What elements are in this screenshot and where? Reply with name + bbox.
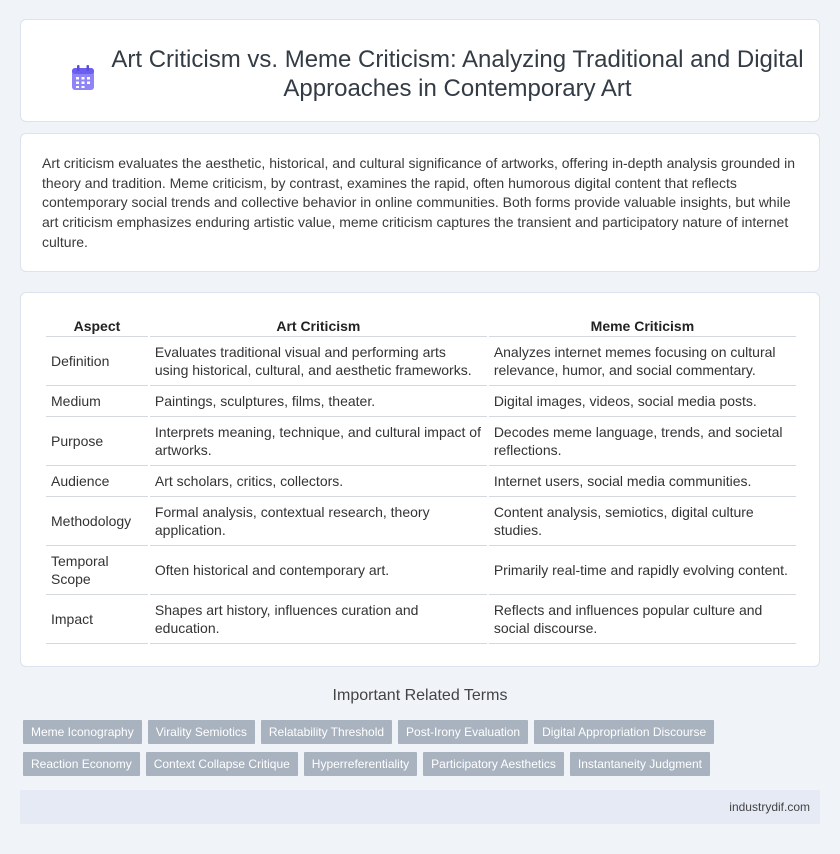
art-cell: Paintings, sculptures, films, theater. <box>150 386 487 417</box>
related-term-tag[interactable]: Post-Irony Evaluation <box>398 720 528 744</box>
intro-card <box>20 133 820 272</box>
aspect-cell: Impact <box>46 595 148 644</box>
tag-row <box>23 720 823 744</box>
table-row <box>46 386 796 417</box>
table-row <box>46 546 796 595</box>
related-term-tag[interactable]: Context Collapse Critique <box>146 752 298 776</box>
art-cell: Evaluates traditional visual and performing arts using historical, cultural, and aesthetic frameworks. <box>150 337 487 386</box>
aspect-cell: Purpose <box>46 417 148 466</box>
tag-row <box>23 752 823 776</box>
intro-paragraph: Art criticism evaluates the aesthetic, historical, and cultural significance of artworks, offering in-depth analysis grounded in theory and tradition. Meme criticism, by contrast, examines the rapid, often humorous digital content that reflects contemporary social trends and collective behavior in online communities. Both forms provide valuable insights, but while art criticism emphasizes enduring artistic value, meme criticism captures the transient and participatory nature of internet culture. <box>42 155 796 250</box>
art-cell: Formal analysis, contextual research, theory application. <box>150 497 487 546</box>
header-art-criticism: Art Criticism <box>150 313 487 337</box>
footer <box>20 790 820 824</box>
aspect-cell: Medium <box>46 386 148 417</box>
aspect-cell: Definition <box>46 337 148 386</box>
related-term-tag[interactable]: Participatory Aesthetics <box>423 752 564 776</box>
art-cell: Often historical and contemporary art. <box>150 546 487 595</box>
art-cell: Interprets meaning, technique, and cultural impact of artworks. <box>150 417 487 466</box>
header-meme-criticism: Meme Criticism <box>489 313 796 337</box>
related-term-tag[interactable]: Digital Appropriation Discourse <box>534 720 714 744</box>
footer-site-link[interactable]: industrydif.com <box>729 800 810 814</box>
art-cell: Art scholars, critics, collectors. <box>150 466 487 497</box>
meme-cell: Analyzes internet memes focusing on cultural relevance, humor, and social commentary. <box>489 337 796 386</box>
related-term-tag[interactable]: Meme Iconography <box>23 720 142 744</box>
related-term-tag[interactable]: Instantaneity Judgment <box>570 752 710 776</box>
art-cell: Shapes art history, influences curation and education. <box>150 595 487 644</box>
related-term-tag[interactable]: Virality Semiotics <box>148 720 255 744</box>
related-term-tag[interactable]: Relatability Threshold <box>261 720 392 744</box>
aspect-cell: Methodology <box>46 497 148 546</box>
meme-cell: Decodes meme language, trends, and societal reflections. <box>489 417 796 466</box>
meme-cell: Primarily real-time and rapidly evolving content. <box>489 546 796 595</box>
table-row <box>46 466 796 497</box>
table-row <box>46 497 796 546</box>
meme-cell: Internet users, social media communities. <box>489 466 796 497</box>
meme-cell: Digital images, videos, social media posts. <box>489 386 796 417</box>
calendar-icon <box>71 65 95 91</box>
comparison-card <box>20 292 820 667</box>
comparison-table <box>44 313 798 644</box>
related-term-tag[interactable]: Reaction Economy <box>23 752 140 776</box>
aspect-cell: Audience <box>46 466 148 497</box>
meme-cell: Content analysis, semiotics, digital culture studies. <box>489 497 796 546</box>
title-card <box>20 19 820 122</box>
table-header-row <box>46 313 796 337</box>
related-terms-list <box>23 720 823 784</box>
page-title: Art Criticism vs. Meme Criticism: Analyzing Traditional and Digital Approaches in Contemporary Art <box>111 46 804 102</box>
table-row <box>46 595 796 644</box>
related-terms-heading: Important Related Terms <box>332 687 508 704</box>
meme-cell: Reflects and influences popular culture and social discourse. <box>489 595 796 644</box>
table-row <box>46 337 796 386</box>
table-row <box>46 417 796 466</box>
aspect-cell: Temporal Scope <box>46 546 148 595</box>
related-term-tag[interactable]: Hyperreferentiality <box>304 752 417 776</box>
header-aspect: Aspect <box>46 313 148 337</box>
